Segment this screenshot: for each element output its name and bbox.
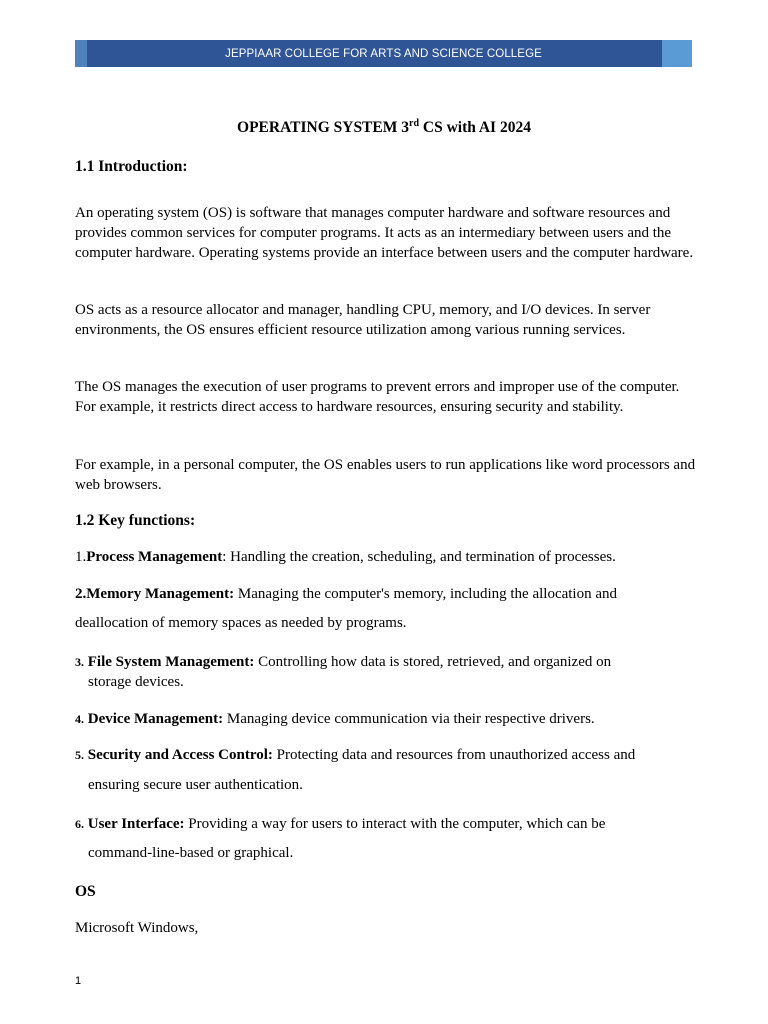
banner-accent-left bbox=[75, 40, 87, 67]
section-heading-os: OS bbox=[75, 883, 96, 900]
function-item-process: 1.Process Management: Handling the creation, scheduling, and termination of processes. bbox=[75, 549, 616, 565]
title-superscript: rd bbox=[409, 117, 419, 129]
intro-paragraph-4: For example, in a personal computer, the OS enables users to run applications like word processors and web browsers. bbox=[75, 457, 696, 493]
function-item-user-interface-continued: command-line-based or graphical. bbox=[88, 845, 294, 861]
function-item-security-continued: ensuring secure user authentication. bbox=[88, 777, 303, 793]
intro-paragraph-3: The OS manages the execution of user programs to prevent errors and improper use of the computer. For example, it restricts direct access to hardware resources, ensuring security and stability. bbox=[75, 379, 680, 415]
page-number: 1 bbox=[75, 975, 82, 987]
function-item-device: 4. Device Management: Managing device communication via their respective drivers. bbox=[75, 711, 595, 727]
section-heading-key-functions: 1.2 Key functions: bbox=[75, 512, 196, 529]
function-item-user-interface: 6. User Interface: Providing a way for users to interact with the computer, which can be bbox=[75, 816, 606, 832]
function-item-filesystem: 3. File System Management: Controlling how data is stored, retrieved, and organized on bbox=[75, 654, 612, 670]
function-item-filesystem-continued: storage devices. bbox=[88, 674, 184, 690]
section-heading-introduction: 1.1 Introduction: bbox=[75, 158, 188, 175]
function-item-memory: 2.Memory Management: Managing the computer's memory, including the allocation and bbox=[75, 586, 618, 602]
banner-text: JEPPIAAR COLLEGE FOR ARTS AND SCIENCE COLLEGE bbox=[225, 47, 542, 60]
function-item-memory-continued: deallocation of memory spaces as needed by programs. bbox=[75, 615, 407, 631]
header-banner bbox=[75, 40, 692, 67]
function-item-security: 5. Security and Access Control: Protecting data and resources from unauthorized access and bbox=[75, 747, 636, 763]
document-title: OPERATING SYSTEM 3rd CS with AI 2024 bbox=[237, 117, 531, 136]
intro-paragraph-2: OS acts as a resource allocator and manager, handling CPU, memory, and I/O devices. In server environments, the OS ensures efficient resource utilization among various running services. bbox=[75, 302, 651, 338]
os-list-item: Microsoft Windows, bbox=[75, 920, 199, 936]
banner-accent-right bbox=[662, 40, 692, 67]
intro-paragraph-1: An operating system (OS) is software that manages computer hardware and software resources and provides common services for computer programs. It acts as an intermediary between users and the computer hardware. Operating systems provide an interface between users and the computer hardware. bbox=[75, 205, 694, 261]
